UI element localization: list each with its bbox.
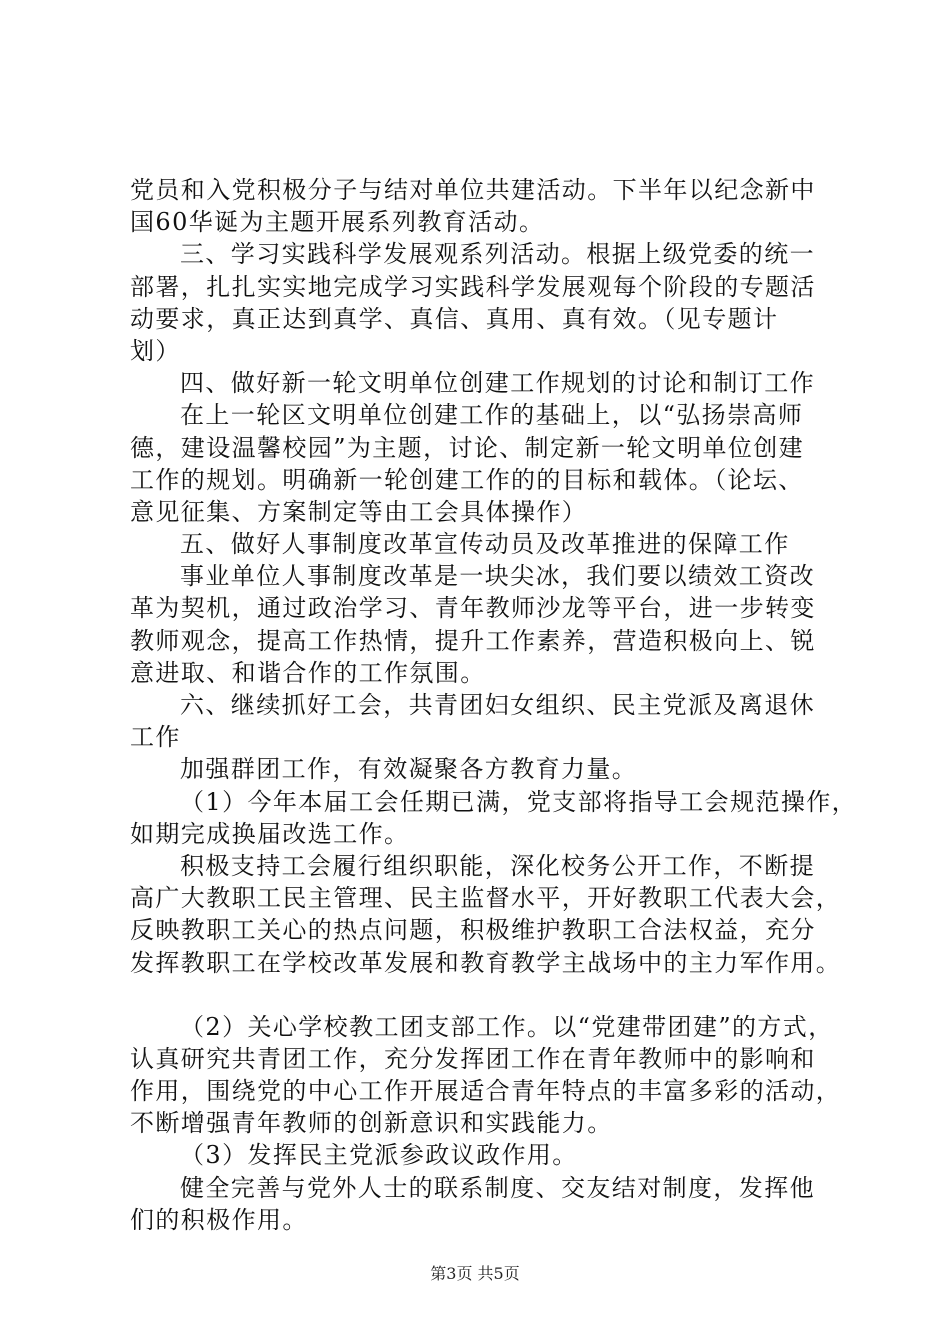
text-line: 意进取、和谐合作的工作氛围。 (130, 658, 486, 687)
section-heading: 三、学习实践科学发展观系列活动。根据上级党委的统一 (180, 240, 815, 269)
text-line: 作用，围绕党的中心工作开展适合青年特点的丰富多彩的活动， (130, 1077, 842, 1106)
text-line: 健全完善与党外人士的联系制度、交友结对制度，发挥他 (180, 1173, 815, 1202)
section-heading: 六、继续抓好工会，共青团妇女组织、民主党派及离退休 (180, 691, 815, 719)
text-line: 在上一轮区文明单位创建工作的基础上，以“弘扬崇高师 (180, 401, 804, 430)
text-line: 发挥教职工在学校改革发展和教育教学主战场中的主力军作用。 (130, 948, 842, 977)
text-line: （3）发挥民主党派参政议政作用。 (180, 1141, 578, 1170)
text-line: 划） (130, 336, 181, 365)
text-line: 动要求，真正达到真学、真信、真用、真有效。（见专题计 (130, 304, 779, 333)
text-line: 工作 (130, 723, 181, 752)
text-line: 党员和入党积极分子与结对单位共建活动。下半年以纪念新中 (130, 176, 816, 204)
section-heading: 四、做好新一轮文明单位创建工作规划的讨论和制订工作 (180, 369, 815, 398)
text-line: 意见征集、方案制定等由工会具体操作） (130, 497, 588, 526)
section-heading: 五、做好人事制度改革宣传动员及改革推进的保障工作 (180, 530, 790, 559)
text-line: 工作的规划。明确新一轮创建工作的的目标和载体。（论坛、 (130, 465, 804, 494)
text-line: 如期完成换届改选工作。 (130, 819, 410, 848)
text-line: 事业单位人事制度改革是一块尖冰，我们要以绩效工资改 (180, 562, 815, 591)
page-footer: 第3页 共5页 (430, 1264, 520, 1283)
text-line: 革为契机，通过政治学习、青年教师沙龙等平台，进一步转变 (130, 594, 816, 623)
text-line: （2）关心学校教工团支部工作。以“党建带团建”的方式， (180, 1012, 834, 1041)
text-line: 德，建设温馨校园”为主题，讨论、制定新一轮文明单位创建 (130, 433, 805, 462)
text-line: 们的积极作用。 (130, 1205, 308, 1234)
document-body (130, 174, 858, 1236)
text-line: 国60华诞为主题开展系列教育活动。 (130, 208, 545, 237)
text-line: 积极支持工会履行组织职能，深化校务公开工作，不断提 (180, 851, 815, 880)
paragraph-gap (130, 979, 842, 1011)
text-line: 认真研究共青团工作，充分发挥团工作在青年教师中的影响和 (130, 1044, 816, 1073)
text-line: 不断增强青年教师的创新意识和实践能力。 (130, 1109, 613, 1138)
text-line: 反映教职工关心的热点问题，积极维护教职工合法权益，充分 (130, 916, 816, 945)
text-line: 教师观念，提高工作热情，提升工作素养，营造积极向上、锐 (130, 626, 816, 655)
text-line: （1）今年本届工会任期已满，党支部将指导工会规范操作， (180, 787, 858, 816)
text-line: 部署，扎扎实实地完成学习实践科学发展观每个阶段的专题活 (130, 272, 816, 301)
text-line: 加强群团工作，有效凝聚各方教育力量。 (180, 755, 638, 784)
text-line: 高广大教职工民主管理、民主监督水平，开好教职工代表大会， (130, 884, 842, 913)
